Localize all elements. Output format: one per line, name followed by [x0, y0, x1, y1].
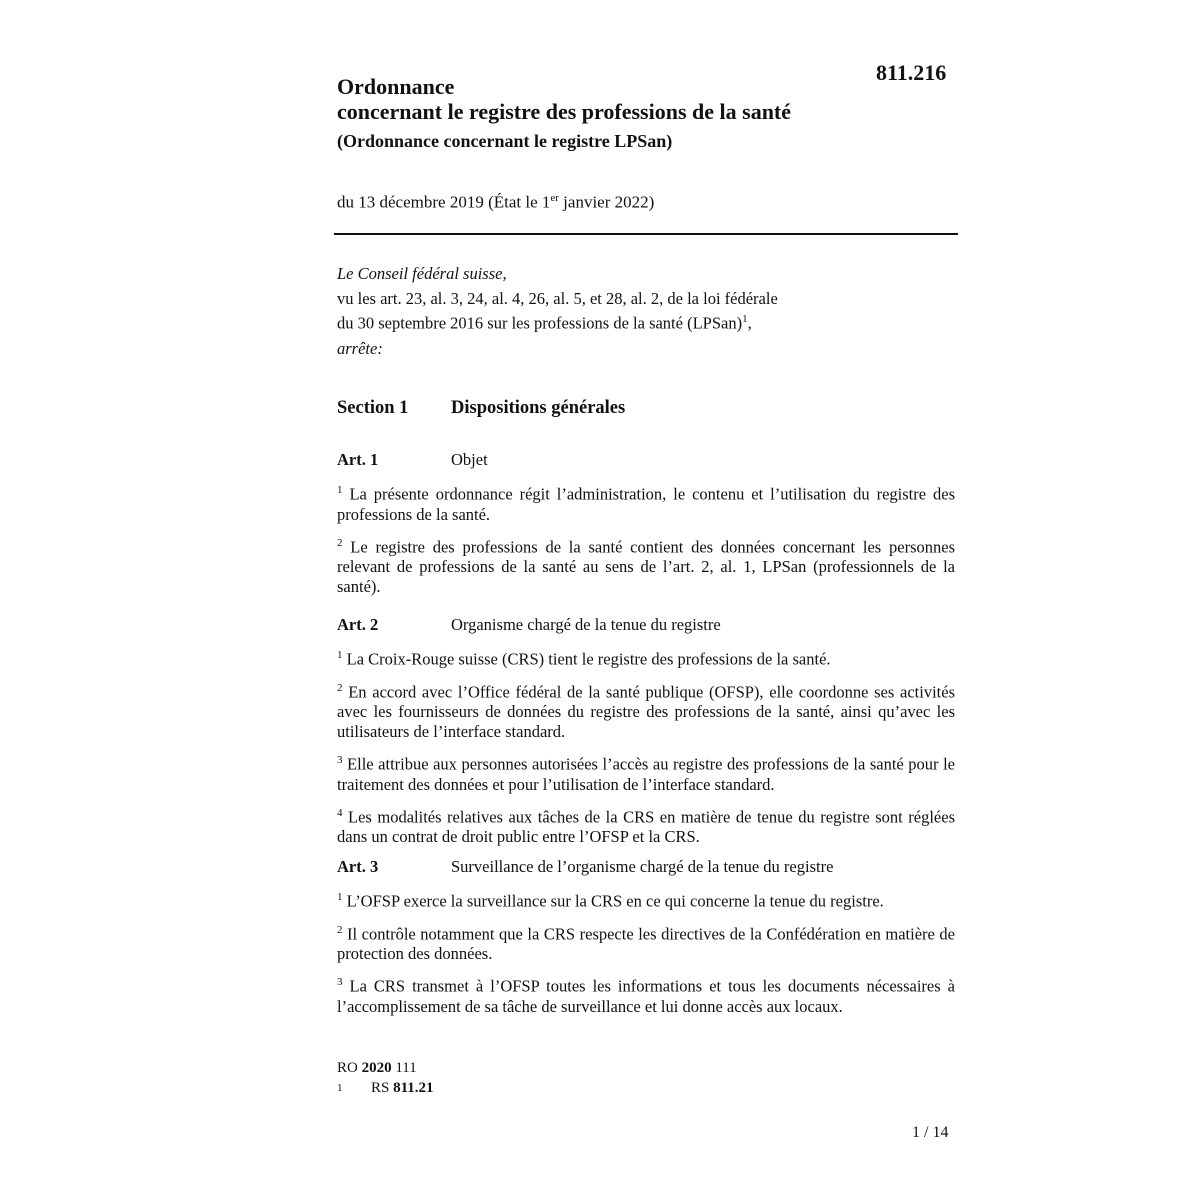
- paragraph-number: 2: [337, 923, 343, 936]
- page-footer: [337, 1058, 434, 1098]
- paragraph: [337, 920, 955, 965]
- article-heading: [337, 857, 955, 877]
- paragraph: [337, 972, 955, 1017]
- section-number: Section 1: [337, 398, 409, 418]
- paragraph-number: 3: [337, 754, 343, 766]
- ro-prefix: RO: [337, 1060, 362, 1076]
- paragraph: [337, 678, 955, 743]
- footnote-ref-1[interactable]: 1: [742, 313, 748, 325]
- article-title: Organisme chargé de la tenue du registre: [451, 615, 721, 634]
- article-heading: [337, 615, 955, 635]
- paragraph-number: 1: [337, 649, 343, 661]
- rs-number: 811.216: [876, 60, 947, 85]
- paragraph: [337, 645, 955, 670]
- article-title: Surveillance de l’organisme chargé de la tenue du registre: [451, 857, 834, 876]
- paragraph-number: 2: [337, 536, 343, 549]
- paragraph-text: Il contrôle notamment que la CRS respecte les directives de la Confédération en matière de protection des données.: [337, 924, 955, 963]
- section-title: Dispositions générales: [451, 398, 626, 418]
- paragraph-number: 1: [337, 484, 343, 496]
- preamble-decree: arrête:: [337, 338, 383, 358]
- paragraph-text: Elle attribue aux personnes autorisées l’accès au registre des professions de la santé pour le traitement des données et pour l’utilisation de l’interface standard.: [337, 754, 955, 794]
- preamble: [337, 264, 957, 359]
- document-date: [337, 192, 654, 213]
- page-number: 1 / 14: [912, 1124, 949, 1141]
- paragraph: [337, 887, 955, 912]
- date-prefix: du 13 décembre 2019 (État le 1: [337, 192, 551, 212]
- preamble-authority: Le Conseil fédéral suisse,: [337, 264, 507, 283]
- paragraph: [337, 533, 955, 598]
- article-number: Art. 2: [337, 615, 379, 634]
- basis-text: du 30 septembre 2016 sur les professions de la santé (LPSan): [337, 313, 743, 333]
- ro-year: 2020: [361, 1060, 392, 1076]
- paragraph-text: L’OFSP exerce la surveillance sur la CRS en ce qui concerne la tenue du registre.: [342, 891, 884, 911]
- footnote-number: 1: [337, 1082, 343, 1094]
- title-line-1: Ordonnance: [337, 74, 455, 99]
- article-number: Art. 1: [337, 450, 379, 469]
- title-line-2: concernant le registre des professions de la santé: [337, 99, 792, 124]
- footnote-reference: 811.21: [393, 1080, 434, 1096]
- section-heading: [337, 398, 625, 419]
- paragraph-text: En accord avec l’Office fédéral de la santé publique (OFSP), elle coordonne ses activités avec les fournisseurs de données du registre des professions de la santé, ainsi qu’avec les utilisateurs de l’interface standard.: [337, 682, 955, 741]
- article-2: [337, 615, 955, 855]
- date-suffix: janvier 2022): [558, 192, 655, 212]
- paragraph-number: 3: [337, 976, 343, 988]
- document-title: [337, 74, 791, 152]
- paragraph: [337, 803, 955, 848]
- article-heading: [337, 450, 955, 470]
- date-superscript: er: [550, 192, 559, 204]
- paragraph-number: 1: [337, 891, 343, 903]
- article-1: [337, 450, 955, 605]
- article-3: [337, 857, 955, 1025]
- footnote-prefix: RS: [371, 1080, 394, 1096]
- paragraph: [337, 480, 955, 525]
- ro-page: 111: [391, 1060, 417, 1076]
- article-number: Art. 3: [337, 857, 379, 876]
- paragraph-number: 4: [337, 806, 343, 819]
- preamble-basis-line-2: [337, 309, 957, 334]
- ro-reference: [337, 1058, 434, 1078]
- paragraph-text: Les modalités relatives aux tâches de la CRS en matière de tenue du registre sont réglées dans un contrat de droit public entre l’OFSP et la CRS.: [337, 807, 955, 846]
- basis-end: ,: [747, 313, 752, 333]
- paragraph-text: La Croix-Rouge suisse (CRS) tient le registre des professions de la santé.: [342, 649, 831, 669]
- paragraph: [337, 750, 955, 795]
- short-title: (Ordonnance concernant le registre LPSan): [337, 131, 673, 151]
- footnote-1: [337, 1078, 434, 1098]
- paragraph-text: La présente ordonnance régit l’administration, le contenu et l’utilisation du registre des professions de la santé.: [337, 484, 955, 524]
- header-divider: [334, 233, 958, 235]
- preamble-basis-line-1: vu les art. 23, al. 3, 24, al. 4, 26, al. 5, et 28, al. 2, de la loi fédérale: [337, 289, 778, 308]
- article-title: Objet: [451, 450, 488, 469]
- paragraph-text: Le registre des professions de la santé contient des données concernant les personnes relevant de professions de la santé au sens de l’art. 2, al. 1, LPSan (professionnels de la santé).: [337, 537, 955, 596]
- paragraph-text: La CRS transmet à l’OFSP toutes les informations et tous les documents nécessaires à l’accomplissement de sa tâche de surveillance et lui donne accès aux locaux.: [337, 976, 955, 1016]
- paragraph-number: 2: [337, 681, 343, 694]
